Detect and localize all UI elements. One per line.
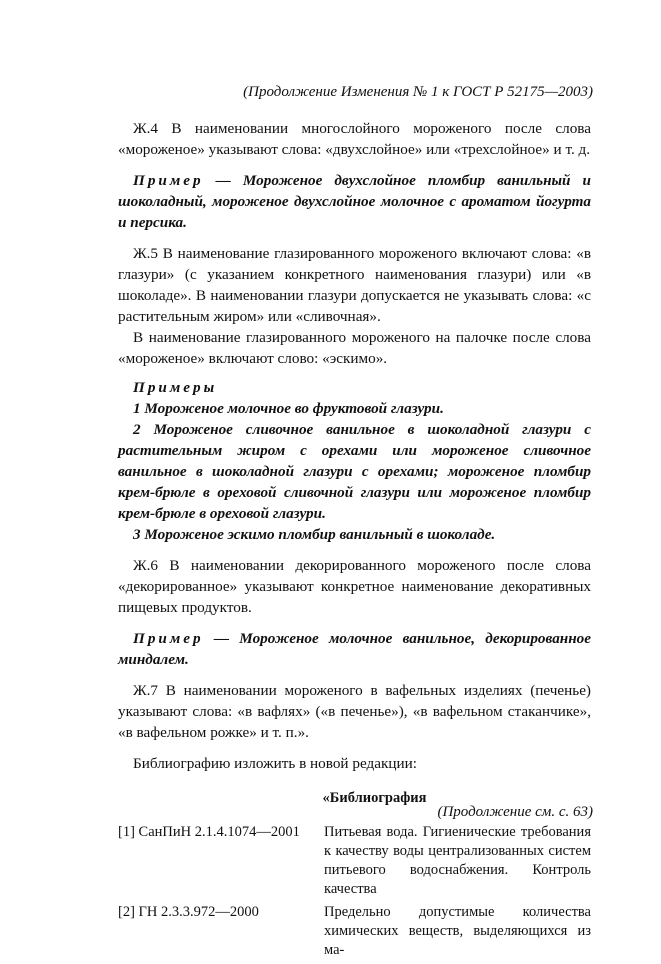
example-1-label: Пример [133, 172, 204, 189]
example-1 [118, 170, 591, 233]
bibliography-title: «Библиография [322, 790, 427, 806]
example-3-label: Пример [133, 630, 204, 647]
bibliography-intro: Библиографию изложить в новой редакции: [133, 755, 417, 772]
paragraph-zh6: Ж.6 В наименовании декорированного мороженого после слова «декорированное» указывают конкретное наименование декоративных пищевых продуктов. [118, 557, 591, 616]
paragraph-zh5b: В наименование глазированного мороженого на палочке после слова «мороженое» включают слово: «эскимо». [118, 329, 591, 367]
example-2-item-2: 2 Мороженое сливочное ванильное в шоколадной глазури с растительным жиром с орехами или мороженое сливочное ванильное в шоколадной глазури с орехами; мороженое пломбир крем-брюле в ореховой сливочной глазури или мороженое пломбир крем-брюле в ореховой глазури. [118, 421, 591, 522]
page-header: (Продолжение Изменения № 1 к ГОСТ Р 52175—2003) [243, 84, 593, 100]
bibliography-entry [118, 903, 591, 960]
bibliography-entry [118, 823, 591, 899]
page-footer: (Продолжение см. с. 63) [437, 804, 593, 820]
paragraph-zh7: Ж.7 В наименовании мороженого в вафельных изделиях (печенье) указывают слова: «в вафлях» («в печенье»), «в вафельном стаканчике», «в вафельном рожке» и т. п.». [118, 682, 591, 741]
example-2-item-3: 3 Мороженое эскимо пломбир ванильный в шоколаде. [133, 526, 496, 543]
examples-2-label: Примеры [133, 379, 218, 396]
example-1-text: — Мороженое двухслойное пломбир ванильный и шоколадный, мороженое двухслойное молочное с ароматом йогурта и персика. [118, 172, 591, 231]
example-3 [118, 628, 591, 670]
paragraph-zh5a: Ж.5 В наименование глазированного мороженого включают слова: «в глазури» (с указанием конкретного наименования глазури) или «в шоколаде». В наименовании глазури допускается не указывать слова: «с растительным жиром» или «сливочная». [118, 245, 591, 325]
paragraph-zh4: Ж.4 В наименовании многослойного мороженого после слова «мороженое» указывают слова: «двухслойное» или «трехслойное» и т. д. [118, 120, 591, 158]
bibliography-ref: [1] СанПиН 2.1.4.1074—2001 [118, 824, 300, 840]
bibliography-list [118, 823, 591, 960]
example-3-text: — Мороженое молочное ванильное, декорированное миндалем. [118, 630, 591, 668]
bibliography-text: Предельно допустимые количества химических веществ, выделяющихся из ма- [324, 904, 591, 958]
bibliography-ref: [2] ГН 2.3.3.972—2000 [118, 904, 259, 920]
document-body [118, 118, 591, 964]
example-2-item-1: 1 Мороженое молочное во фруктовой глазури. [133, 400, 444, 417]
bibliography-text: Питьевая вода. Гигиенические требования к качеству воды централизованных систем питьевого водоснабжения. Контроль качества [324, 824, 591, 897]
